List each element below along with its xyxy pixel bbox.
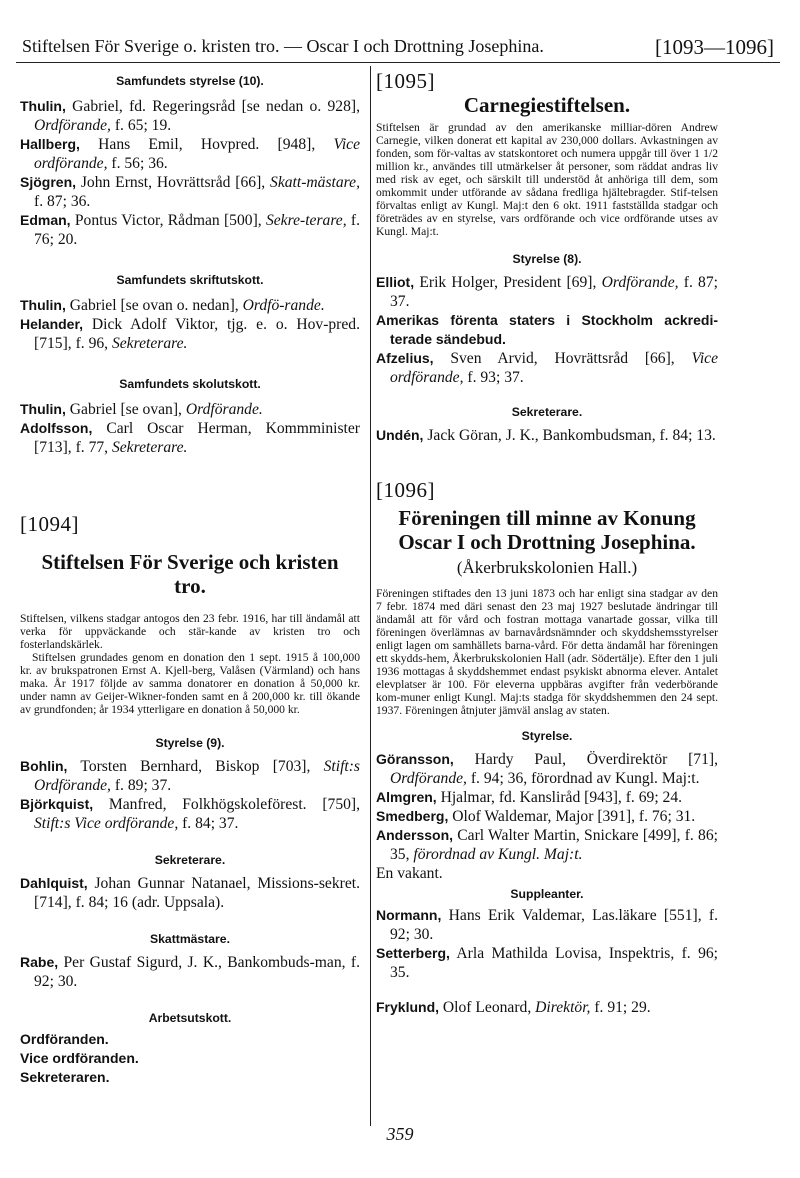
column-divider [370, 66, 371, 1126]
running-header [22, 36, 774, 57]
section-title: Stiftelsen För Sverige och kristen tro. [41, 550, 339, 598]
member-entry: Setterberg, Arla Mathilda Lovisa, Inspektris, f. 96; 35. [376, 945, 718, 981]
member-entry: Almgren, Hjalmar, fd. Kansliråd [943], f. 69; 24. [376, 789, 683, 806]
section-subtitle: (Åkerbrukskolonien Hall.) [456, 558, 638, 577]
member-entry: Björkquist, Manfred, Folkhögskoleförest. [750], Stift:s Vice ordförande, f. 84; 37. [20, 796, 360, 832]
member-entry: Thulin, Gabriel, fd. Regeringsråd [se nedan o. 928], Ordförande, f. 65; 19. [20, 98, 360, 134]
member-entry: Amerikas förenta staters i Stockholm ackredi-terade sändebud. [376, 312, 718, 347]
list-item: Vice ordföranden. [20, 1050, 139, 1066]
running-header-title: Stiftelsen För Sverige o. kristen tro. — Oscar I och Drottning Josephina. [22, 36, 544, 56]
member-entry: Bohlin, Torsten Bernhard, Biskop [703], Stift:s Ordförande, f. 89; 37. [20, 758, 360, 794]
section-heading: Styrelse (8). [512, 252, 582, 266]
member-entry: Undén, Jack Göran, J. K., Bankombudsman, f. 84; 13. [376, 427, 716, 444]
section-title: Föreningen till minne av Konung Oscar I och Drottning Josephina. [398, 506, 696, 554]
member-entry: Elliot, Erik Holger, President [69], Ordförande, f. 87; 37. [376, 274, 718, 310]
right-column [376, 66, 718, 1017]
member-entry: Andersson, Carl Walter Martin, Snickare [499], f. 86; 35, förordnad av Kungl. Maj:t. [376, 827, 718, 863]
member-entry: Thulin, Gabriel [se ovan], Ordförande. [20, 401, 263, 418]
member-entry: Smedberg, Olof Waldemar, Major [391], f. 76; 31. [376, 808, 696, 825]
member-entry: Fryklund, Olof Leonard, Direktör, f. 91; 29. [376, 999, 651, 1016]
section-heading: Sekreterare. [511, 405, 583, 419]
section-number: [1094] [20, 512, 79, 536]
paragraph: Stiftelsen grundades genom en donation den 1 sept. 1915 å 100,000 kr. av brukspatronen Ernst A. Kjell-berg, Valåsen (Värmland) och hans maka. År 1917 följde av samma donatorer en donation å 50,000 kr. under namn av Geijer-Wikner-fonden samt en å 200,000 kr. till ökande av grundfonden; år 1934 ytterligare en donation å 50,000 kr. [20, 651, 360, 716]
member-entry: Göransson, Hardy Paul, Överdirektör [71], Ordförande, f. 94; 36, förordnad av Kungl. Maj:t. [376, 751, 718, 787]
paragraph: Stiftelsen är grundad av den amerikanske milliar-dören Andrew Carnegie, vilken donerat ett kapital av 230,000 dollars. Avkastningen av fonden, som för-valtas av statskontoret och numera uppgår till över 1 1/2 million kr., användes till utmärkelser åt personer, som räddat andras liv med risk av eget, och särskilt till understöd åt anhöriga till dem, som omkommit under utförande av sådana fredliga hjältebragder. Stif-telsen förvaltas enligt av Kungl. Maj:t den 6 okt. 1911 fastställda stadgar och företrädes av en styrelse, vars ordförande och vice ordförande utses av Kungl. Maj:t. [376, 121, 718, 238]
member-entry: Hallberg, Hans Emil, Hovpred. [948], Vice ordförande, f. 56; 36. [20, 136, 360, 172]
section-title: Carnegiestiftelsen. [463, 93, 631, 117]
page-number: 359 [386, 1124, 414, 1144]
member-entry: Rabe, Per Gustaf Sigurd, J. K., Bankombuds-man, f. 92; 30. [20, 954, 360, 990]
left-column [20, 66, 360, 1087]
list-item: Sekreteraren. [20, 1069, 110, 1085]
member-entry: Helander, Dick Adolf Viktor, tjg. e. o. Hov-pred. [715], f. 96, Sekreterare. [20, 316, 360, 352]
section-heading: Samfundets skolutskott. [119, 377, 261, 391]
header-rule [16, 62, 780, 63]
member-entry: Afzelius, Sven Arvid, Hovrättsråd [66], Vice ordförande, f. 93; 37. [376, 350, 718, 386]
paragraph: Stiftelsen, vilkens stadgar antogos den 23 febr. 1916, har till ändamål att verka för uppväckande och stär-kande av kristen tro och fosterlandskärlek. [20, 612, 360, 651]
section-number: [1096] [376, 478, 435, 502]
paragraph: Föreningen stiftades den 13 juni 1873 och har enligt sina stadgar av den 7 febr. 1874 med däri senast den 23 maj 1927 beslutade ändringar till ändamål att för vård och fostran mottaga vanartade gossar, vilka till föreningen överlämnas av barnavårdsnämnder och skyddshemsstyrelser enligt lagen om samhällets barna-vård. För detta ändamål har föreningen ett skydds-hem, Åkerbrukskolonien Hall (adr. Södertälje). Efter den 1 juli 1936 mottagas å skyddshemmet endast psykiskt abnorma elever. Antalet elevplatser är 100. För eleverna uppbäras avgifter från vederbörande kom-muner enligt Kungl. Maj:ts stadga för skyddshemmen den 24 sept. 1937. Föreningen åtnjuter jämväl anslag av staten. [376, 587, 718, 717]
section-heading: Styrelse (9). [155, 736, 225, 750]
section-heading: Sekreterare. [154, 853, 226, 867]
section-heading: Arbetsutskott. [148, 1011, 232, 1025]
section-heading: Samfundets styrelse (10). [116, 74, 264, 88]
vacancy-note: En vakant. [376, 865, 443, 882]
member-entry: Thulin, Gabriel [se ovan o. nedan], Ordfö-rande. [20, 297, 325, 314]
member-entry: Normann, Hans Erik Valdemar, Las.läkare [551], f. 92; 30. [376, 907, 718, 943]
section-heading: Skattmästare. [150, 932, 230, 946]
list-item: Ordföranden. [20, 1031, 109, 1047]
section-heading: Suppleanter. [510, 887, 584, 901]
section-heading: Styrelse. [521, 729, 573, 743]
section-number: [1095] [376, 69, 435, 93]
member-entry: Sjögren, John Ernst, Hovrättsråd [66], Skatt-mästare, f. 87; 36. [20, 174, 360, 210]
member-entry: Dahlquist, Johan Gunnar Natanael, Missions-sekret. [714], f. 84; 16 (adr. Uppsala). [20, 875, 360, 911]
member-entry: Edman, Pontus Victor, Rådman [500], Sekre-terare, f. 76; 20. [20, 212, 360, 248]
running-header-range: [1093—1096] [655, 35, 774, 59]
member-entry: Adolfsson, Carl Oscar Herman, Kommminister [713], f. 77, Sekreterare. [20, 420, 360, 456]
section-heading: Samfundets skriftutskott. [116, 273, 264, 287]
